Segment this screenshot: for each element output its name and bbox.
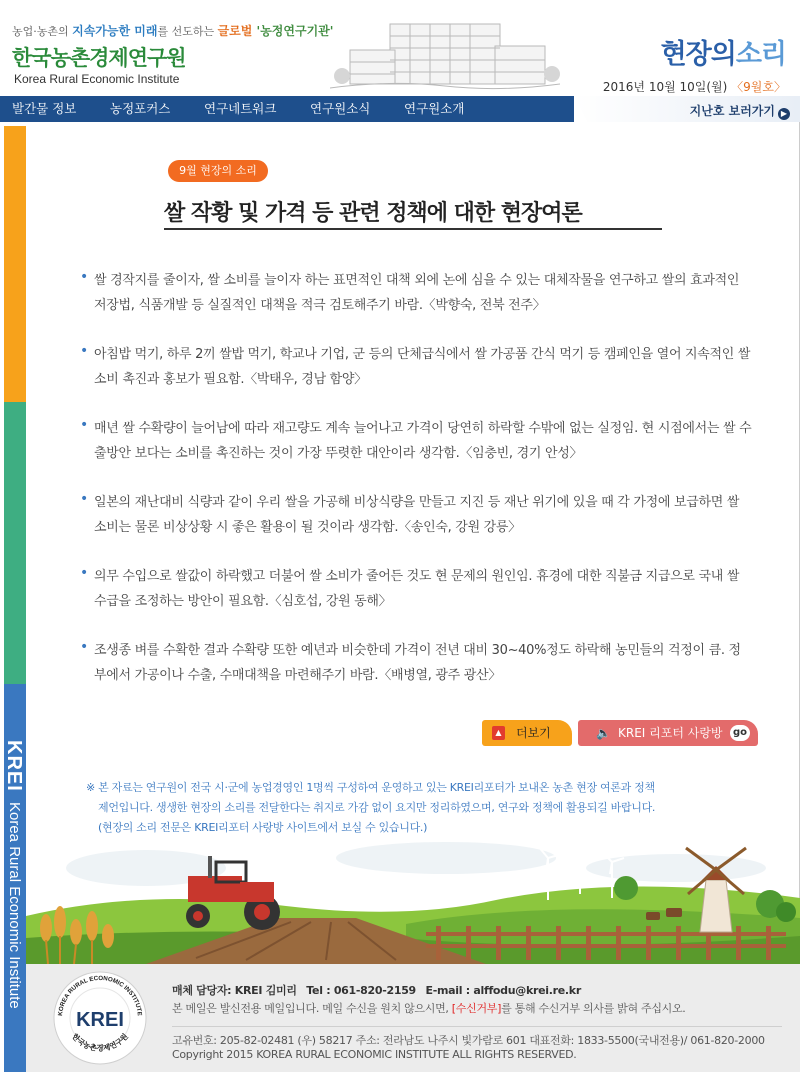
- slogan-part: 농업·농촌의: [12, 25, 73, 38]
- reporter-room-button[interactable]: [578, 720, 758, 746]
- seal-brand: KREI: [76, 1009, 124, 1031]
- footnote-line: 제언입니다. 생생한 현장의 소리를 전달한다는 취지로 가감 없이 요지만 정리하였으며, 연구와 정책에 활용되길 바랍니다.: [98, 801, 656, 814]
- list-item: [80, 564, 750, 638]
- voice-title-part: 소리: [735, 39, 786, 70]
- copyright-line: Copyright 2015 KOREA RURAL ECONOMIC INSTITUTE ALL RIGHTS RESERVED.: [172, 1048, 577, 1061]
- opinion-text: 아침밥 먹기, 하루 2끼 쌀밥 먹기, 학교나 기업, 군 등의 단체급식에서 쌀 가공품 간식 먹기 등 캠페인을 열어 지속적인 쌀 소비 촉진과 홍보가 필요함.〈박태우, 경남 함양〉: [94, 347, 751, 387]
- side-bar-orange: [4, 126, 26, 402]
- contact-person: 매체 담당자: KREI 김미리: [172, 984, 297, 997]
- contact-line: [172, 982, 581, 998]
- pdf-icon: ▲: [492, 726, 505, 740]
- opinion-list: [80, 268, 750, 712]
- unsubscribe-link[interactable]: [수신거부]: [451, 1002, 502, 1015]
- side-brand-short: KREI: [3, 740, 25, 792]
- speaker-icon: 🔈: [596, 726, 611, 740]
- seal-bottom-text: 한국농촌경제연구원: [70, 1031, 130, 1053]
- voice-title-part: 현장의: [660, 39, 736, 70]
- nav-tab-policy-focus[interactable]: 농정포커스: [110, 101, 171, 116]
- bullet-icon: •: [80, 269, 89, 285]
- back-issues-area: [574, 96, 800, 122]
- slogan-highlight: 글로벌: [217, 24, 253, 38]
- opinion-text: 조생종 벼를 수확한 결과 수확량 또한 예년과 비슷한데 가격이 전년 대비 30~40%정도 하락해 농민들의 걱정이 큼. 정부에서 가공이나 수출, 수매대책을 마련해주기 바람.〈배병열, 광주 광산〉: [94, 643, 741, 683]
- opinion-text: 쌀 경작지를 줄이자, 쌀 소비를 늘이자 하는 표면적인 대책 외에 논에 심을 수 있는 대체작물을 연구하고 쌀의 효과적인 저장법, 식품개발 등 실질적인 대책을 적극 검토해주기 바람.〈박향숙, 전북 전주〉: [94, 273, 740, 313]
- footnote-line: (현장의 소리 전문은 KREI리포터 사랑방 사이트에서 보실 수 있습니다.): [98, 821, 428, 834]
- opinion-text: 매년 쌀 수확량이 늘어남에 따라 재고량도 계속 늘어나고 가격이 당연히 하락할 수밖에 없는 실정임. 현 시점에서는 쌀 수출방안 보다는 소비를 촉진하는 것이 가장 뚜렷한 대안이라 생각함.〈임충빈, 경기 안성〉: [94, 421, 752, 461]
- bullet-icon: •: [80, 343, 89, 359]
- bullet-icon: •: [80, 639, 89, 655]
- contact-tel: Tel : 061-820-2159: [306, 984, 416, 997]
- side-brand: [5, 740, 25, 1009]
- contact-email[interactable]: E-mail : alffodu@krei.re.kr: [425, 984, 581, 997]
- header: [0, 0, 800, 96]
- footnote-line: ※ 본 자료는 연구원이 전국 시·군에 농업경영인 1명씩 구성하여 운영하고 있는 KREI리포터가 보내온 농촌 현장 여론과 정책: [86, 781, 655, 794]
- footer-divider: [172, 1026, 782, 1027]
- go-badge: go: [730, 725, 750, 741]
- back-issues-label: 지난호 보러가기: [689, 104, 775, 118]
- footer: [26, 964, 800, 1072]
- side-bar-green: [4, 402, 26, 684]
- issue-date-text: 2016년 10월 10일(월): [602, 80, 728, 94]
- krei-seal-logo: [52, 970, 148, 1066]
- org-name[interactable]: 한국농촌경제연구원: [12, 46, 186, 70]
- nav-tab-publications[interactable]: 발간물 정보: [12, 101, 77, 116]
- nav-tab-about[interactable]: 연구원소개: [404, 101, 465, 116]
- slogan-highlight: '농정연구기관': [252, 24, 334, 38]
- notice-text: 를 통해 수신거부 의사를 밝혀 주십시오.: [501, 1002, 686, 1015]
- chevron-right-icon: ▶: [778, 108, 790, 120]
- opinion-text: 의무 수입으로 쌀값이 하락했고 더불어 쌀 소비가 줄어든 것도 현 문제의 원인임. 휴경에 대한 직불금 지급으로 국내 쌀 수급을 조정하는 방안이 필요함.〈심호섭, 강원 동해〉: [94, 569, 740, 609]
- more-button[interactable]: [482, 720, 572, 746]
- slogan: [12, 22, 333, 39]
- voice-title: [661, 32, 786, 71]
- list-item: [80, 268, 750, 342]
- bullet-icon: •: [80, 565, 89, 581]
- building-illustration: [330, 10, 560, 92]
- nav-tab-institute-news[interactable]: 연구원소식: [310, 101, 371, 116]
- section-badge: 9월 현장의 소리: [168, 160, 268, 182]
- list-item: [80, 416, 750, 490]
- notice-text: 본 메일은 발신전용 메일입니다. 메일 수신을 원치 않으시면,: [172, 1002, 452, 1015]
- slogan-part: 를 선도하는: [157, 25, 218, 38]
- bullet-icon: •: [80, 491, 89, 507]
- side-brand-full: Korea Rural Economic Institute: [6, 802, 23, 1010]
- more-button-label: 더보기: [516, 726, 551, 740]
- page-title: 쌀 작황 및 가격 등 관련 정책에 대한 현장여론: [164, 201, 582, 226]
- issue-date: [603, 78, 786, 95]
- reporter-room-label: KREI 리포터 사랑방: [618, 726, 723, 740]
- title-underline: [164, 228, 662, 230]
- farm-illustration: [26, 828, 800, 964]
- issue-number: 〈9월호〉: [731, 80, 786, 94]
- opinion-text: 일본의 재난대비 식량과 같이 우리 쌀을 가공해 비상식량을 만들고 지진 등 재난 위기에 있을 때 각 가정에 보급하면 쌀 소비는 물론 비상상황 시 좋은 활용이 될 것이라 생각함.〈송인숙, 강원 강릉〉: [94, 495, 740, 535]
- slogan-highlight: 지속가능한 미래: [72, 24, 158, 38]
- list-item: [80, 638, 750, 712]
- notice-line: [172, 1000, 686, 1016]
- list-item: [80, 342, 750, 416]
- bullet-icon: •: [80, 417, 89, 433]
- address-line: 고유번호: 205-82-02481 (우) 58217 주소: 전라남도 나주시 빛가람로 601 대표전화: 1833-5500(국내전용)/ 061-820-2000: [172, 1034, 765, 1047]
- nav-tab-research-network[interactable]: 연구네트워크: [204, 101, 277, 116]
- back-issues-link[interactable]: [690, 102, 790, 120]
- seal-top-text: KOREA RURAL ECONOMIC INSTITUTE: [57, 974, 143, 1017]
- list-item: [80, 490, 750, 564]
- org-name-en: Korea Rural Economic Institute: [14, 72, 180, 86]
- main-nav: [0, 96, 800, 122]
- side-color-bar: [4, 126, 26, 1072]
